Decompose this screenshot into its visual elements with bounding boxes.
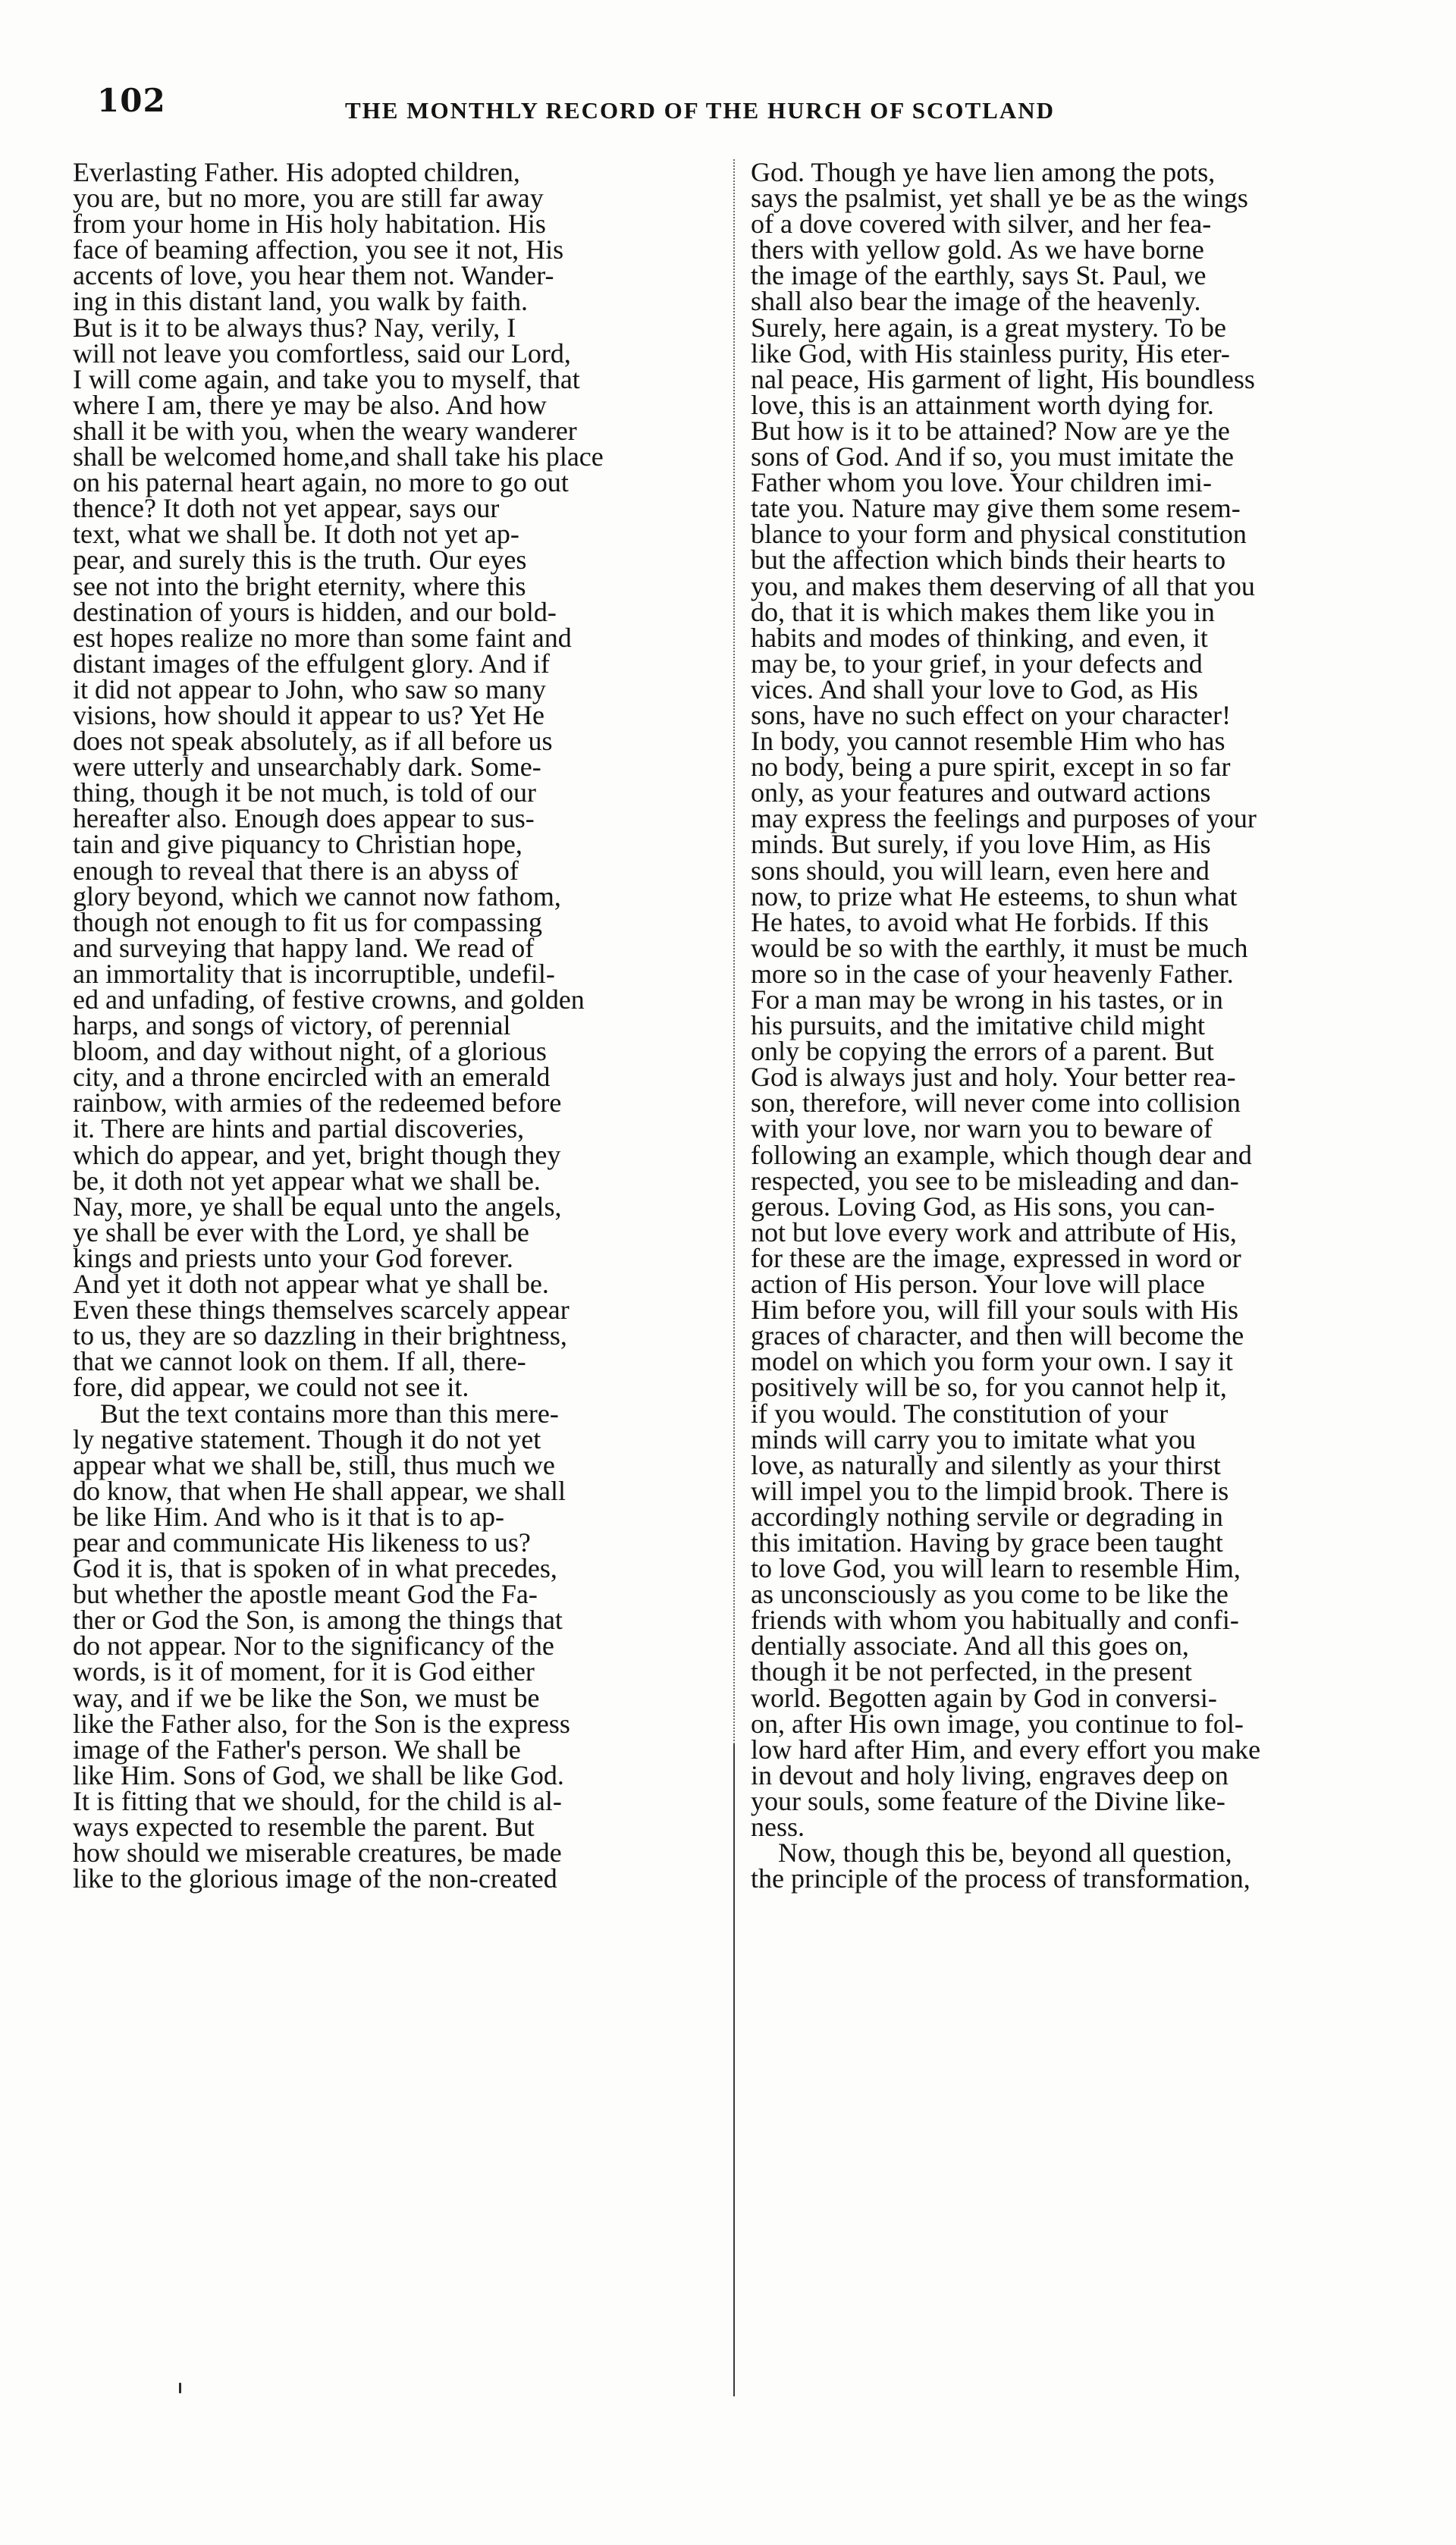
text-line: which do appear, and yet, bright though they [73, 1139, 561, 1170]
text-line: do know, that when He shall appear, we shall [73, 1475, 566, 1506]
text-line: would be so with the earthly, it must be much [751, 932, 1248, 963]
text-line: kings and priests unto your God forever. [73, 1242, 513, 1273]
text-line: glory beyond, which we cannot now fathom, [73, 880, 561, 912]
text-line: son, therefore, will never come into collision [751, 1087, 1241, 1119]
text-line: He hates, to avoid what He forbids. If this [751, 906, 1209, 937]
text-line: Father whom you love. Your children imi- [751, 467, 1212, 498]
text-line: like to the glorious image of the non-created [73, 1863, 557, 1894]
text-line: for these are the image, expressed in word or [751, 1242, 1241, 1273]
text-line: image of the Father's person. We shall be [73, 1734, 521, 1765]
text-line: sons, have no such effect on your character! [751, 699, 1232, 730]
text-line: habits and modes of thinking, and even, it [751, 622, 1208, 653]
text-line: thers with yellow gold. As we have borne [751, 234, 1204, 265]
text-line: shall also bear the image of the heavenly. [751, 286, 1201, 317]
text-line: see not into the bright eternity, where this [73, 570, 526, 601]
text-line: not but love every work and attribute of His, [751, 1216, 1237, 1247]
text-line: minds will carry you to imitate what you [751, 1423, 1196, 1455]
text-line: to love God, you will learn to resemble Him, [751, 1553, 1241, 1584]
text-line: it. There are hints and partial discoveries, [73, 1113, 525, 1144]
text-line: way, and if we be like the Son, we must be [73, 1682, 540, 1713]
text-line: of a dove covered with silver, and her fea- [751, 209, 1212, 240]
text-line: fore, did appear, we could not see it. [73, 1372, 469, 1403]
text-line: dentially associate. And all this goes on, [751, 1630, 1189, 1662]
text-line: pear, and surely this is the truth. Our eyes [73, 544, 527, 576]
text-line: love, this is an attainment worth dying for. [751, 389, 1214, 420]
text-line: now, to prize what He esteems, to shun what [751, 880, 1238, 912]
text-line: love, as naturally and silently as your thirst [751, 1449, 1221, 1480]
text-line: action of His person. Your love will place [751, 1269, 1205, 1300]
text-line: to us, they are so dazzling in their brightness, [73, 1320, 567, 1351]
text-line: be like Him. And who is it that is to ap- [73, 1501, 504, 1532]
text-line: the image of the earthly, says St. Paul, we [751, 260, 1207, 291]
text-line: rainbow, with armies of the redeemed before [73, 1087, 562, 1119]
text-line: but whether the apostle meant God the Fa- [73, 1579, 538, 1610]
text-line: For a man may be wrong in his tastes, or in [751, 984, 1223, 1015]
text-line: you, and makes them deserving of all that you [751, 570, 1255, 601]
text-line: face of beaming affection, you see it not, His [73, 234, 564, 265]
text-line: ther or God the Son, is among the things that [73, 1605, 563, 1636]
text-line: ing in this distant land, you walk by faith. [73, 286, 528, 317]
text-line: I will come again, and take you to myself, that [73, 363, 580, 394]
text-line: will not leave you comfortless, said our Lord, [73, 337, 571, 369]
text-line: on, after His own image, you continue to fol- [751, 1708, 1244, 1739]
text-line: respected, you see to be misleading and dan- [751, 1165, 1239, 1196]
text-line: Even these things themselves scarcely appear [73, 1294, 570, 1326]
text-line: Nay, more, ye shall be equal unto the angels, [73, 1191, 562, 1222]
text-line: do, that it is which makes them like you in [751, 596, 1215, 627]
text-line: more so in the case of your heavenly Father. [751, 958, 1234, 989]
text-line: though it be not perfected, in the present [751, 1656, 1192, 1687]
text-line: tate you. Nature may give them some resem- [751, 493, 1241, 524]
text-line: only, as your features and outward actions [751, 777, 1211, 808]
text-line: gerous. Loving God, as His sons, you can- [751, 1191, 1215, 1222]
text-line: be, it doth not yet appear what we shall be. [73, 1165, 541, 1196]
text-line: no body, being a pure spirit, except in so far [751, 752, 1231, 783]
text-line: his pursuits, and the imitative child might [751, 1010, 1205, 1041]
text-line: harps, and songs of victory, of perennial [73, 1010, 511, 1041]
text-line: tain and give piquancy to Christian hope, [73, 829, 522, 860]
text-line: following an example, which though dear and [751, 1139, 1252, 1170]
text-line: ness. [751, 1812, 805, 1842]
text-line: ye shall be ever with the Lord, ye shall be [73, 1216, 529, 1247]
text-line: may be, to your grief, in your defects and [751, 648, 1203, 679]
text-line: will impel you to the limpid brook. There is [751, 1475, 1229, 1506]
page-number: 102 [97, 82, 166, 119]
text-line: pear and communicate His likeness to us? [73, 1527, 531, 1558]
text-line: shall be welcomed home,and shall take his place [73, 441, 604, 472]
text-line: positively will be so, for you cannot help it, [751, 1372, 1227, 1403]
text-line: ly negative statement. Though it do not yet [73, 1423, 541, 1455]
text-line: ed and unfading, of festive crowns, and golden [73, 984, 585, 1015]
text-line: thing, though it be not much, is told of our [73, 777, 536, 808]
text-line: your souls, some feature of the Divine like- [751, 1785, 1225, 1816]
text-line: may express the feelings and purposes of your [751, 803, 1257, 834]
text-line: you are, but no more, you are still far away [73, 183, 544, 214]
text-line: city, and a throne encircled with an emerald [73, 1062, 551, 1093]
text-line: hereafter also. Enough does appear to sus- [73, 803, 535, 834]
text-line: But is it to be always thus? Nay, verily, I [73, 312, 516, 343]
text-line: sons should, you will learn, even here and [751, 855, 1210, 886]
text-line: like the Father also, for the Son is the express [73, 1708, 570, 1739]
stray-ink-mark [179, 2383, 181, 2393]
column-divider-solid [733, 1744, 735, 2396]
text-line: God. Though ye have lien among the pots, [751, 157, 1216, 187]
text-line: how should we miserable creatures, be made [73, 1837, 562, 1869]
text-line: do not appear. Nor to the significancy of the [73, 1630, 554, 1662]
text-line: nal peace, His garment of light, His boundless [751, 363, 1255, 394]
text-line: only be copying the errors of a parent. But [751, 1036, 1214, 1067]
text-line: an immortality that is incorruptible, undefil- [73, 958, 555, 989]
text-line: and surveying that happy land. We read of [73, 932, 535, 963]
text-line: vices. And shall your love to God, as His [751, 673, 1198, 705]
text-line: distant images of the effulgent glory. And if [73, 648, 550, 679]
text-line: accents of love, you hear them not. Wander- [73, 260, 554, 291]
text-line: it did not appear to John, who saw so many [73, 673, 546, 705]
text-line: bloom, and day without night, of a glorious [73, 1036, 547, 1067]
text-line: shall it be with you, when the weary wanderer [73, 415, 577, 446]
text-line: says the psalmist, yet shall ye be as the wings [751, 183, 1248, 214]
text-line: sons of God. And if so, you must imitate the [751, 441, 1234, 472]
text-line: Surely, here again, is a great mystery. To be [751, 312, 1226, 343]
text-line: were utterly and unsearchably dark. Some- [73, 752, 541, 783]
text-line: in devout and holy living, engraves deep on [751, 1759, 1228, 1790]
text-line: God it is, that is spoken of in what precedes, [73, 1553, 557, 1584]
text-line: Everlasting Father. His adopted children, [73, 157, 520, 187]
text-line: graces of character, and then will become the [751, 1320, 1244, 1351]
text-line: destination of yours is hidden, and our bold- [73, 596, 557, 627]
text-line: thence? It doth not yet appear, says our [73, 493, 500, 524]
text-line: as unconsciously as you come to be like the [751, 1579, 1228, 1610]
text-line: that we cannot look on them. If all, there- [73, 1346, 526, 1377]
text-line: But the text contains more than this mere- [73, 1398, 559, 1429]
text-line: world. Begotten again by God in conversi- [751, 1682, 1217, 1713]
text-line: on his paternal heart again, no more to go out [73, 467, 569, 498]
text-line: model on which you form your own. I say it [751, 1346, 1233, 1377]
text-line: And yet it doth not appear what ye shall be. [73, 1269, 549, 1300]
text-line: with your love, nor warn you to beware of [751, 1113, 1213, 1144]
right-column [751, 157, 1412, 1894]
text-line: appear what we shall be, still, thus much we [73, 1449, 555, 1480]
text-line: friends with whom you habitually and confi- [751, 1605, 1239, 1636]
text-line: low hard after Him, and every effort you make [751, 1734, 1261, 1765]
text-line: like Him. Sons of God, we shall be like God. [73, 1759, 564, 1790]
text-line: where I am, there ye may be also. And how [73, 389, 547, 420]
text-line: if you would. The constitution of your [751, 1398, 1169, 1429]
text-line: blance to your form and physical constitution [751, 519, 1247, 550]
text-line: Now, though this be, beyond all question, [751, 1837, 1232, 1869]
text-line: text, what we shall be. It doth not yet ap- [73, 519, 519, 550]
text-line: accordingly nothing servile or degrading in [751, 1501, 1223, 1532]
text-line: words, is it of moment, for it is God either [73, 1656, 535, 1687]
text-line: ways expected to resemble the parent. But [73, 1812, 535, 1842]
text-line: est hopes realize no more than some faint and [73, 622, 572, 653]
text-line: In body, you cannot resemble Him who has [751, 726, 1225, 757]
text-line: Him before you, will fill your souls with His [751, 1294, 1238, 1326]
text-line: But how is it to be attained? Now are ye the [751, 415, 1230, 446]
text-line: enough to reveal that there is an abyss of [73, 855, 519, 886]
text-line: from your home in His holy habitation. His [73, 209, 546, 240]
text-line: minds. But surely, if you love Him, as His [751, 829, 1211, 860]
running-head: THE MONTHLY RECORD OF THE HURCH OF SCOTLAND [345, 97, 1056, 124]
text-line: but the affection which binds their hearts to [751, 544, 1226, 576]
text-line: does not speak absolutely, as if all before us [73, 726, 553, 757]
text-line: It is fitting that we should, for the child is al- [73, 1785, 562, 1816]
text-line: though not enough to fit us for compassing [73, 906, 542, 937]
text-line: this imitation. Having by grace been taught [751, 1527, 1223, 1558]
text-line: the principle of the process of transformation, [751, 1863, 1250, 1894]
text-line: visions, how should it appear to us? Yet He [73, 699, 544, 730]
text-line: like God, with His stainless purity, His eter- [751, 337, 1230, 369]
left-column [73, 157, 720, 1894]
text-line: God is always just and holy. Your better rea- [751, 1062, 1236, 1093]
